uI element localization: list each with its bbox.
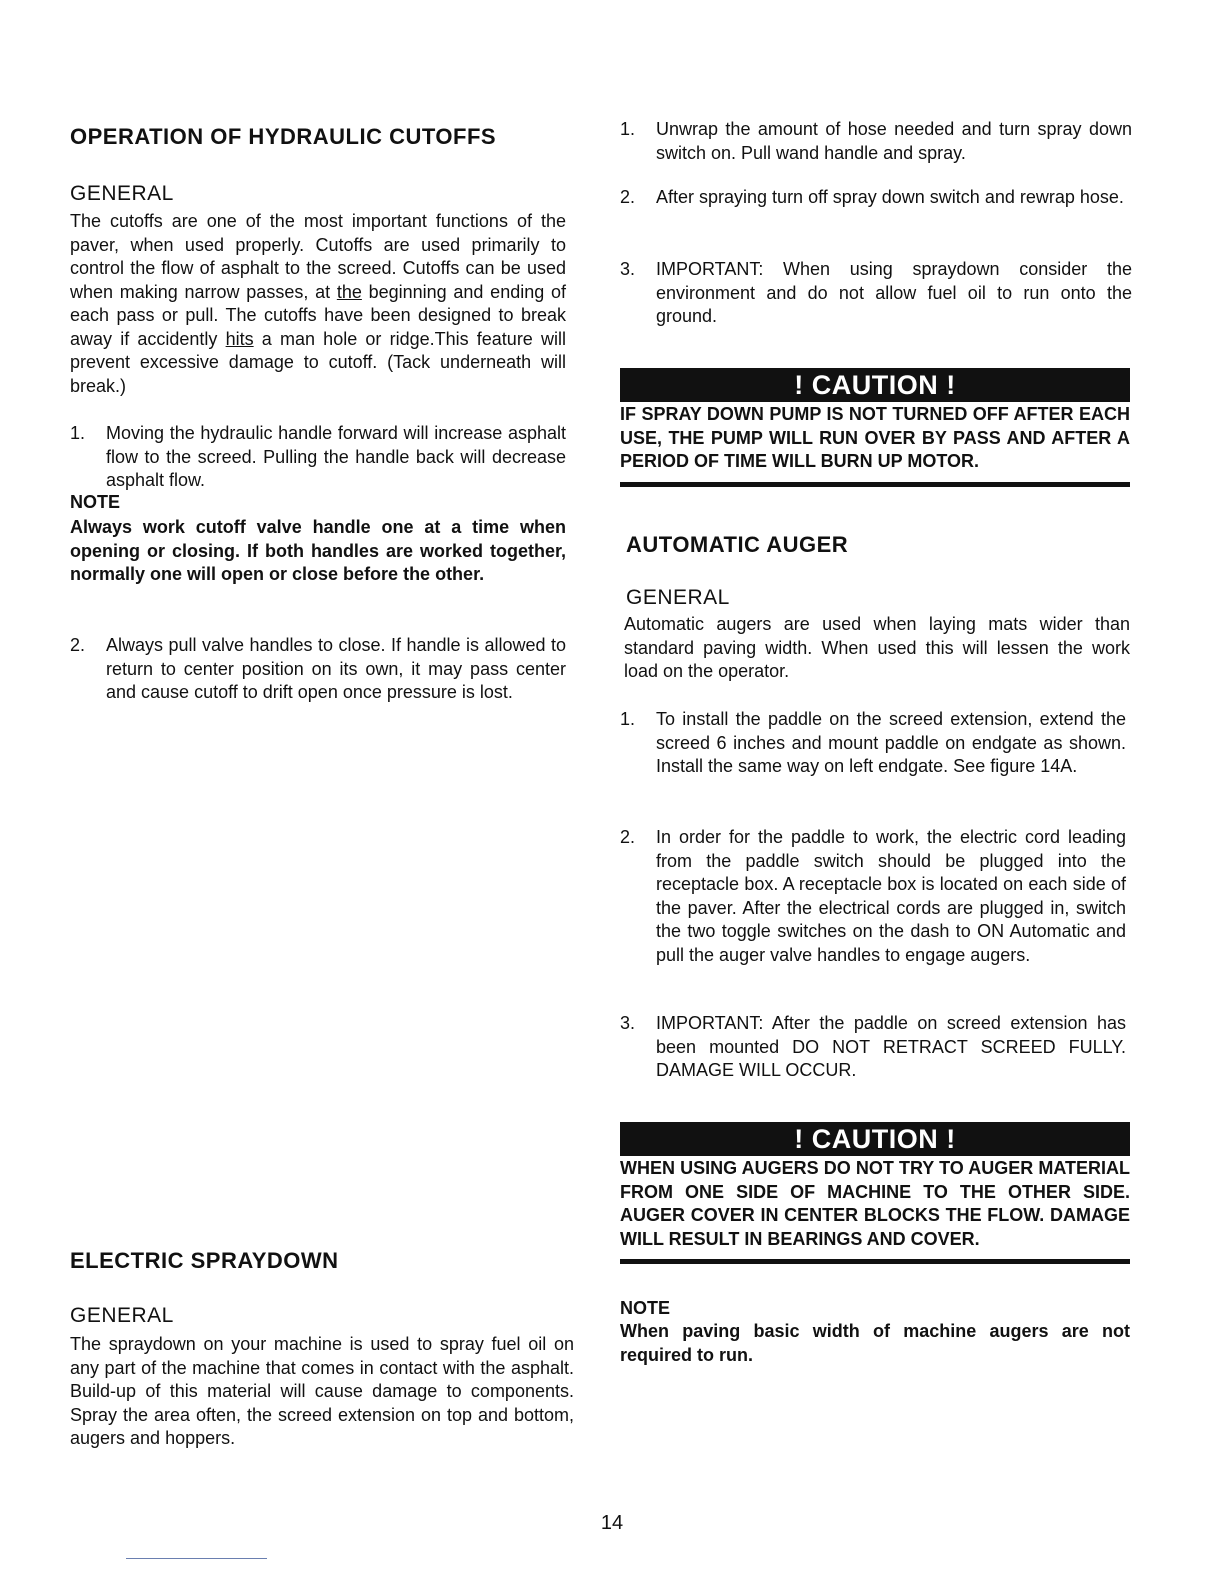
cutoffs-intro-hits: hits bbox=[225, 328, 254, 349]
cutoffs-intro-part-a: The cutoffs are one of the most important functions of the paver, when used properly. Cutoffs are used primarily to control the flow of asphalt to the screed. Cutoffs can be used when making narrow passes, at bbox=[70, 211, 566, 302]
auger-general-heading: GENERAL bbox=[626, 586, 730, 609]
spraydown-general-heading: GENERAL bbox=[70, 1304, 174, 1327]
caution-banner: ! CAUTION ! bbox=[620, 1122, 1130, 1156]
cutoffs-note-label: NOTE bbox=[70, 492, 121, 512]
auger-note-label: NOTE bbox=[620, 1298, 671, 1318]
cutoffs-step-1 bbox=[70, 422, 566, 493]
step-number: 2. bbox=[620, 827, 636, 847]
auger-title: AUTOMATIC AUGER bbox=[626, 532, 849, 557]
auger-note-text: When paving basic width of machine augers are not required to run. bbox=[620, 1321, 1130, 1365]
spraydown-intro: The spraydown on your machine is used to spray fuel oil on any part of the machine that comes in contact with the asphalt. Build-up of this material will cause damage to components. Spray the area often, the screed extension on top and bottom, augers and hoppers. bbox=[70, 1334, 574, 1448]
caution-box-auger bbox=[620, 1122, 1130, 1264]
step-text: IMPORTANT: When using spraydown consider the environment and do not allow fuel oil to run onto the ground. bbox=[656, 259, 1132, 326]
spray-step-1 bbox=[620, 118, 1132, 165]
step-number: 2. bbox=[620, 187, 636, 207]
cutoffs-intro bbox=[70, 210, 566, 398]
step-number: 1. bbox=[620, 709, 636, 729]
step-number: 3. bbox=[620, 1013, 636, 1033]
step-text: After spraying turn off spray down switch and rewrap hose. bbox=[656, 187, 1124, 207]
cutoffs-intro-the: the bbox=[336, 281, 362, 302]
spray-step-3 bbox=[620, 258, 1132, 329]
step-text: Unwrap the amount of hose needed and turn spray down switch on. Pull wand handle and spray. bbox=[656, 119, 1132, 163]
auger-step-1 bbox=[620, 708, 1126, 779]
spray-step-2 bbox=[620, 186, 1132, 210]
caution-box-spraydown bbox=[620, 368, 1130, 487]
step-number: 2. bbox=[70, 635, 86, 655]
cutoffs-note-text: Always work cutoff valve handle one at a time when opening or closing. If both handles are worked together, normally one will open or close before the other. bbox=[70, 517, 566, 584]
cutoffs-intro-part-b: beginning and ending of each pass or pull. The cutoffs have been designed to break away if accidently bbox=[70, 281, 566, 349]
step-number: 3. bbox=[620, 259, 636, 279]
cutoffs-step-2 bbox=[70, 634, 566, 705]
step-text: Always pull valve handles to close. If handle is allowed to return to center position on its own, it may pass center and cause cutoff to drift open once pressure is lost. bbox=[106, 635, 566, 702]
caution-text: IF SPRAY DOWN PUMP IS NOT TURNED OFF AFTER EACH USE, THE PUMP WILL RUN OVER BY PASS AND AFTER A PERIOD OF TIME WILL BURN UP MOTOR. bbox=[620, 404, 1130, 471]
step-text: In order for the paddle to work, the electric cord leading from the paddle switch should be plugged into the receptacle box. A receptacle box is located on each side of the paver. After the electrical cords are plugged in, switch the two toggle switches on the dash to ON Automatic and pull the auger valve handles to engage augers. bbox=[656, 827, 1126, 965]
step-text: Moving the hydraulic handle forward will increase asphalt flow to the screed. Pulling the handle back will decrease asphalt flow. bbox=[106, 423, 566, 490]
cutoffs-general-heading: GENERAL bbox=[70, 182, 174, 205]
step-text: To install the paddle on the screed extension, extend the screed 6 inches and mount paddle on endgate as shown. Install the same way on left endgate. See figure 14A. bbox=[656, 709, 1126, 776]
footer-line bbox=[126, 1558, 267, 1559]
caution-text: WHEN USING AUGERS DO NOT TRY TO AUGER MATERIAL FROM ONE SIDE OF MACHINE TO THE OTHER SIDE. AUGER COVER IN CENTER BLOCKS THE FLOW. DAMAGE WILL RESULT IN BEARINGS AND COVER. bbox=[620, 1158, 1130, 1249]
cutoffs-intro-part-c: a man hole or ridge.This feature will prevent excessive damage to cutoff. (Tack underneath will break.) bbox=[70, 328, 566, 396]
caution-rule bbox=[620, 1259, 1130, 1264]
step-number: 1. bbox=[620, 119, 636, 139]
step-number: 1. bbox=[70, 423, 86, 443]
cutoffs-title: OPERATION OF HYDRAULIC CUTOFFS bbox=[70, 124, 497, 149]
caution-rule bbox=[620, 482, 1130, 487]
step-text: IMPORTANT: After the paddle on screed extension has been mounted DO NOT RETRACT SCREED FULLY. DAMAGE WILL OCCUR. bbox=[656, 1013, 1126, 1080]
auger-step-2 bbox=[620, 826, 1126, 967]
auger-step-3 bbox=[620, 1012, 1126, 1083]
caution-banner: ! CAUTION ! bbox=[620, 368, 1130, 402]
page-number: 14 bbox=[600, 1512, 624, 1534]
spraydown-title: ELECTRIC SPRAYDOWN bbox=[70, 1248, 339, 1273]
auger-intro: Automatic augers are used when laying mats wider than standard paving width. When used this will lessen the work load on the operator. bbox=[624, 614, 1130, 681]
